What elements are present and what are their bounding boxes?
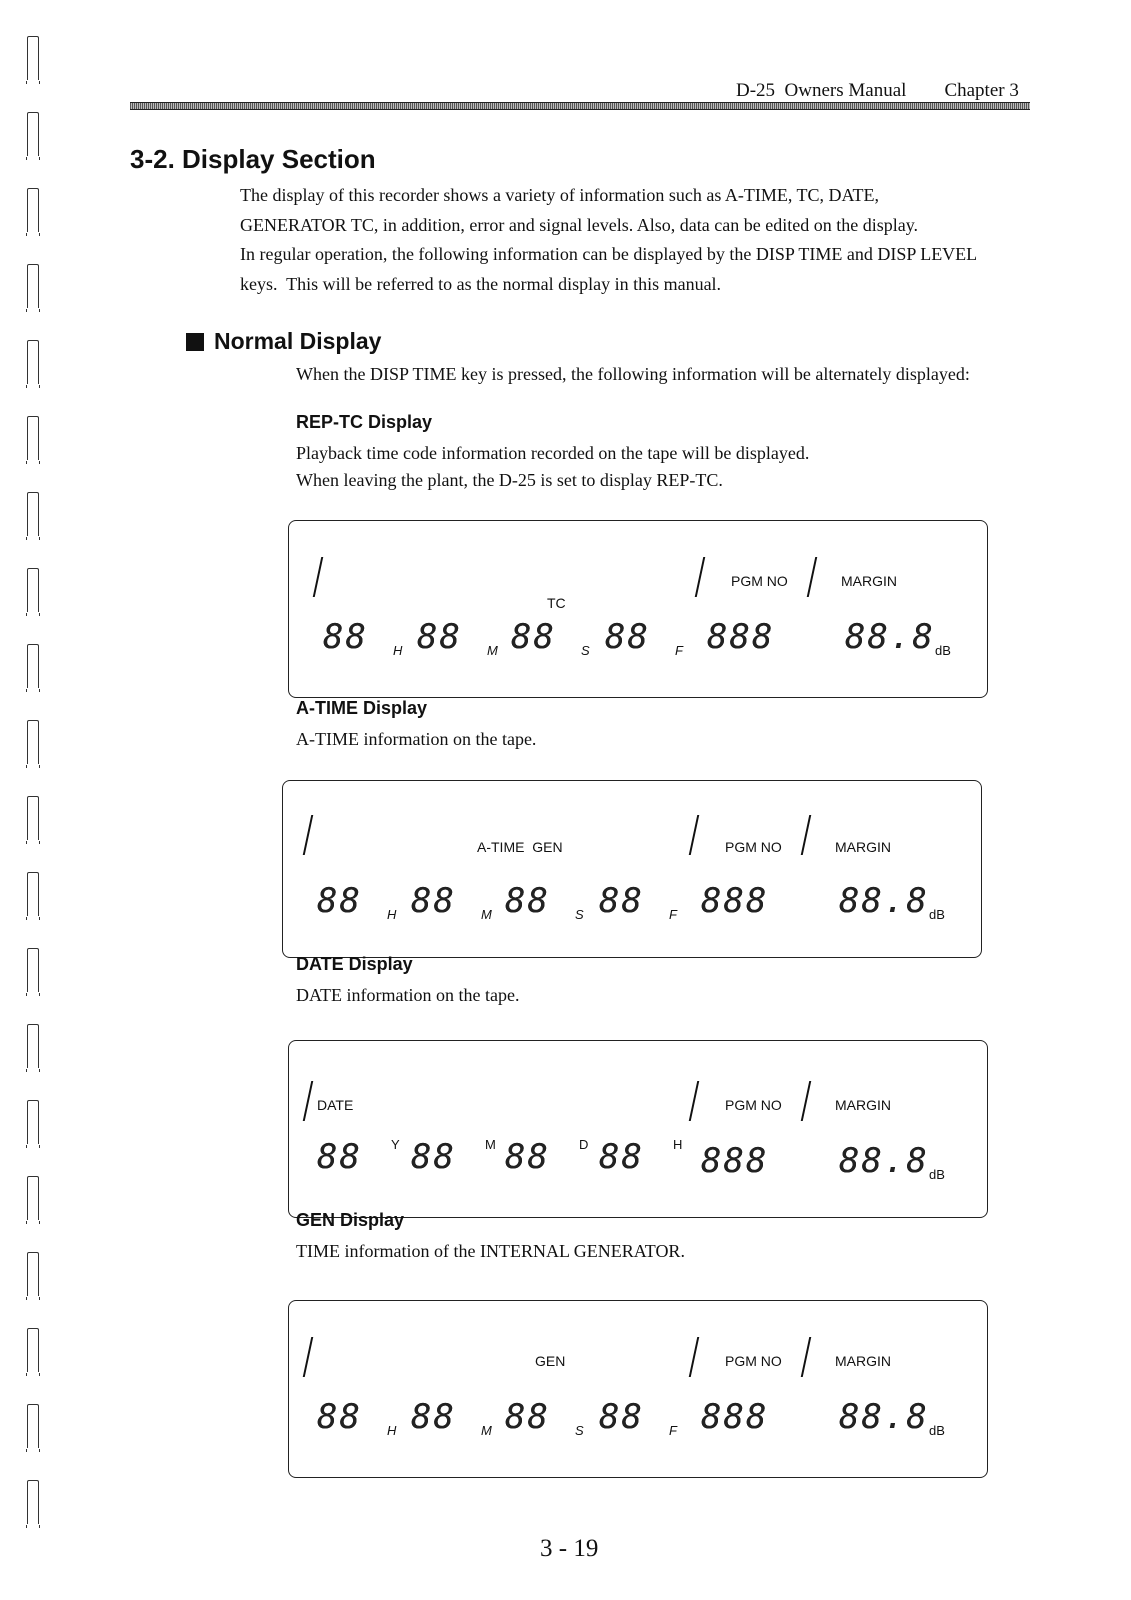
month-unit: M	[485, 1137, 496, 1152]
margin-label: MARGIN	[835, 839, 891, 855]
binder-mark	[27, 416, 39, 460]
header-rule	[130, 102, 1030, 110]
margin-digits: 88.8	[845, 617, 935, 657]
binder-mark	[27, 1328, 39, 1372]
rep-tc-description	[296, 440, 809, 494]
normal-display-title: Normal Display	[214, 328, 382, 354]
running-header	[736, 80, 1019, 102]
seconds-digits: 88	[505, 1397, 550, 1437]
mode-label: TC	[547, 595, 566, 611]
db-unit: dB	[929, 1167, 945, 1182]
pgm-no-label: PGM NO	[725, 839, 782, 855]
segment-divider	[801, 1081, 812, 1121]
gen-heading: GEN Display	[296, 1210, 405, 1230]
year-digits: 88	[317, 1137, 362, 1177]
frames-unit: F	[669, 907, 677, 922]
binder-mark	[27, 340, 39, 384]
page-number: 3 - 19	[540, 1535, 599, 1562]
section-title: 3-2. Display Section	[130, 144, 376, 174]
segment-divider	[807, 557, 818, 597]
pgm-no-label: PGM NO	[725, 1097, 782, 1113]
hours-unit: H	[387, 1423, 397, 1438]
binder-mark	[27, 720, 39, 764]
binder-mark	[27, 188, 39, 232]
segment-divider	[801, 815, 812, 855]
normal-display-heading	[186, 328, 381, 355]
segment-divider	[689, 1081, 700, 1121]
square-bullet-icon	[186, 333, 204, 351]
normal-display-lead: When the DISP TIME key is pressed, the following information will be alternately displayed:	[296, 364, 970, 384]
manual-title: D-25 Owners Manual	[736, 80, 907, 101]
margin-digits: 88.8	[839, 1397, 929, 1437]
day-digits: 88	[505, 1137, 550, 1177]
minutes-digits: 88	[411, 881, 456, 921]
segment-divider	[689, 1337, 700, 1377]
date-display-panel	[288, 1040, 988, 1218]
binder-mark	[27, 796, 39, 840]
binder-mark	[27, 1252, 39, 1296]
binder-mark	[27, 568, 39, 612]
frames-unit: F	[669, 1423, 677, 1438]
binder-mark	[27, 1176, 39, 1220]
month-digits: 88	[411, 1137, 456, 1177]
minutes-unit: M	[487, 643, 498, 658]
segment-divider	[303, 1337, 314, 1377]
frames-digits: 88	[599, 881, 644, 921]
date-heading: DATE Display	[296, 954, 413, 974]
year-unit: Y	[391, 1137, 400, 1152]
db-unit: dB	[929, 1423, 945, 1438]
db-unit: dB	[935, 643, 951, 658]
intro-line: GENERATOR TC, in addition, error and signal levels. Also, data can be edited on the display.	[240, 214, 919, 235]
mode-label: DATE	[317, 1097, 354, 1113]
intro-paragraph	[240, 181, 1030, 299]
binder-mark	[27, 492, 39, 536]
binder-mark	[27, 36, 39, 80]
minutes-digits: 88	[417, 617, 462, 657]
a-time-description: A-TIME information on the tape.	[296, 729, 537, 749]
gen-description: TIME information of the INTERNAL GENERATOR.	[296, 1241, 685, 1261]
mode-label: A-TIME GEN	[477, 839, 563, 855]
date-description: DATE information on the tape.	[296, 985, 520, 1005]
seconds-unit: S	[581, 643, 590, 658]
margin-digits: 88.8	[839, 881, 929, 921]
minutes-unit: M	[481, 1423, 492, 1438]
hours-digits: 88	[323, 617, 368, 657]
description-line: Playback time code information recorded on the tape will be displayed.	[296, 443, 810, 463]
minutes-digits: 88	[411, 1397, 456, 1437]
hour-digits: 88	[599, 1137, 644, 1177]
binder-mark	[27, 948, 39, 992]
hours-digits: 88	[317, 881, 362, 921]
pgm-no-digits: 888	[707, 617, 775, 657]
binder-mark	[27, 872, 39, 916]
seconds-unit: S	[575, 1423, 584, 1438]
binder-mark	[27, 1024, 39, 1068]
binder-mark	[27, 644, 39, 688]
segment-divider	[313, 557, 324, 597]
pgm-no-label: PGM NO	[731, 573, 788, 589]
hours-unit: H	[387, 907, 397, 922]
pgm-no-digits: 888	[701, 1141, 769, 1181]
intro-line: keys. This will be referred to as the normal display in this manual.	[240, 273, 722, 294]
pgm-no-digits: 888	[701, 881, 769, 921]
binder-mark	[27, 1480, 39, 1524]
pgm-no-digits: 888	[701, 1397, 769, 1437]
margin-label: MARGIN	[835, 1353, 891, 1369]
frames-digits: 88	[605, 617, 650, 657]
segment-divider	[689, 815, 700, 855]
binder-mark	[27, 264, 39, 308]
seconds-unit: S	[575, 907, 584, 922]
segment-divider	[303, 815, 314, 855]
segment-divider	[695, 557, 706, 597]
binder-mark	[27, 112, 39, 156]
hours-unit: H	[393, 643, 403, 658]
mode-label: GEN	[535, 1353, 566, 1369]
rep-tc-display-panel	[288, 520, 988, 698]
intro-line: In regular operation, the following information can be displayed by the DISP TIME and DISP LEVEL	[240, 244, 978, 264]
minutes-unit: M	[481, 907, 492, 922]
pgm-no-label: PGM NO	[725, 1353, 782, 1369]
margin-label: MARGIN	[841, 573, 897, 589]
chapter-label: Chapter 3	[944, 80, 1019, 101]
seconds-digits: 88	[505, 881, 550, 921]
frames-digits: 88	[599, 1397, 644, 1437]
binder-mark	[27, 1404, 39, 1448]
margin-label: MARGIN	[835, 1097, 891, 1113]
margin-digits: 88.8	[839, 1141, 929, 1181]
a-time-heading: A-TIME Display	[296, 698, 428, 718]
rep-tc-heading: REP-TC Display	[296, 412, 433, 432]
binder-mark	[27, 1100, 39, 1144]
frames-unit: F	[675, 643, 683, 658]
segment-divider	[303, 1081, 314, 1121]
hour-unit: H	[673, 1137, 683, 1152]
segment-divider	[801, 1337, 812, 1377]
a-time-display-panel	[282, 780, 982, 958]
seconds-digits: 88	[511, 617, 556, 657]
intro-line: The display of this recorder shows a variety of information such as A-TIME, TC, DATE,	[240, 185, 880, 205]
db-unit: dB	[929, 907, 945, 922]
hours-digits: 88	[317, 1397, 362, 1437]
gen-display-panel	[288, 1300, 988, 1478]
description-line: When leaving the plant, the D-25 is set to display REP-TC.	[296, 470, 723, 490]
day-unit: D	[579, 1137, 589, 1152]
